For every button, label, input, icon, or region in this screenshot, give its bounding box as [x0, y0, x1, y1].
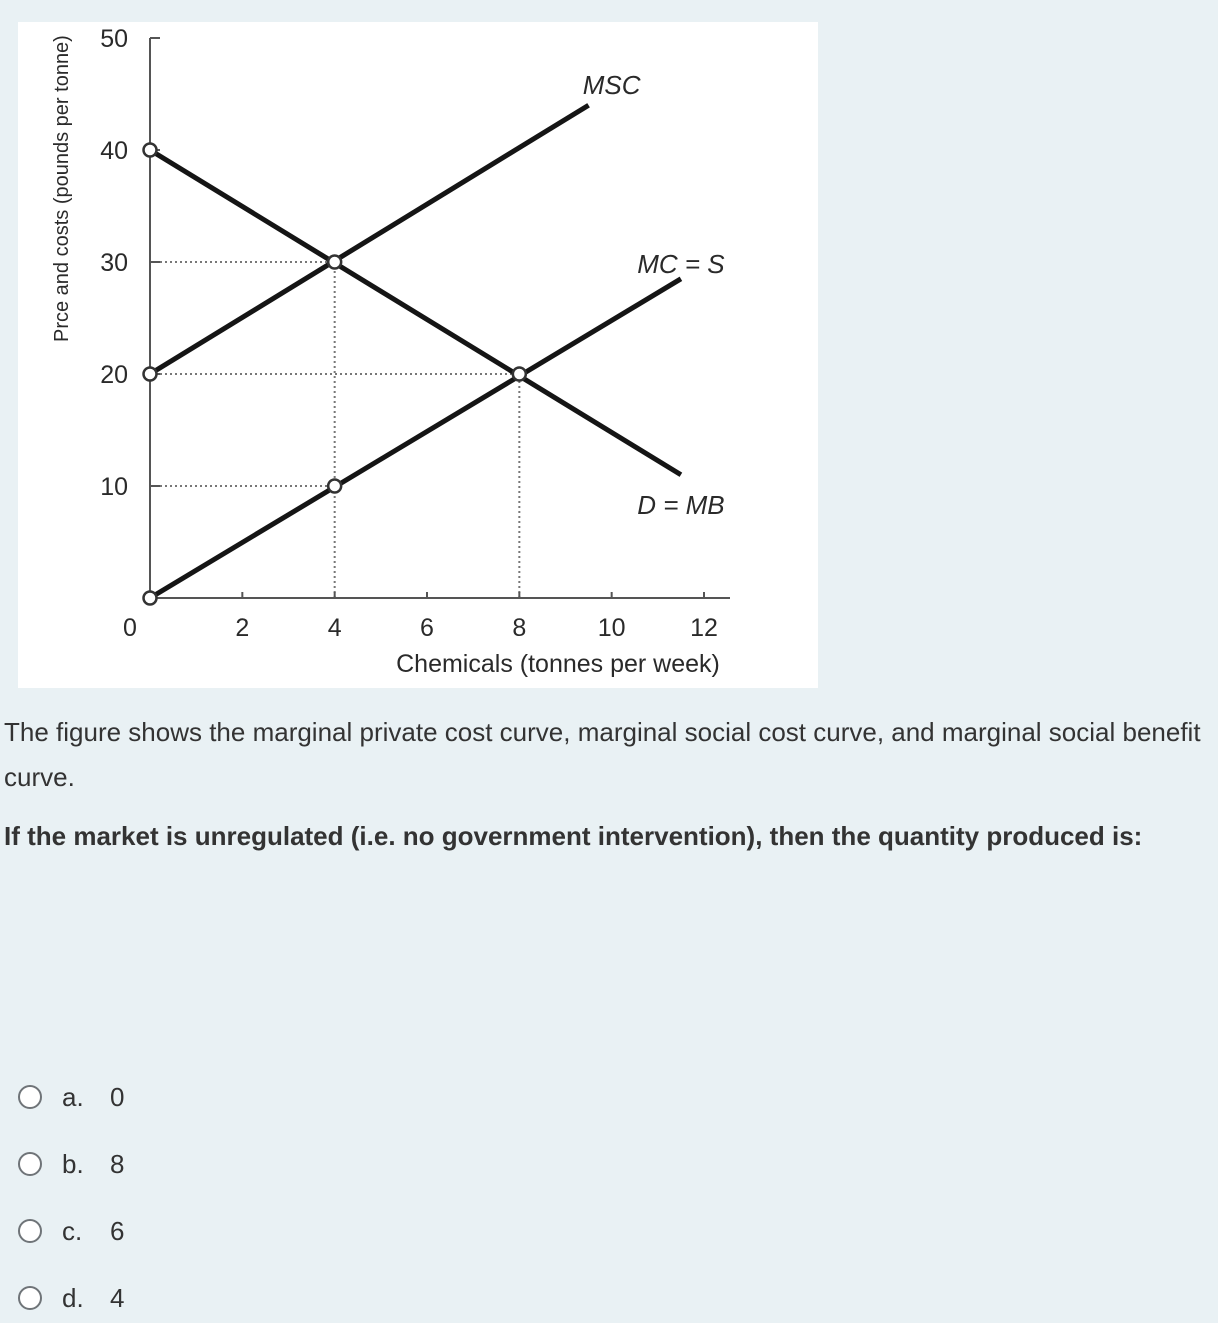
marked-point-2: [144, 592, 157, 605]
y-tick-label-0: 10: [100, 473, 128, 501]
y-tick-label-2: 30: [100, 249, 128, 277]
option-d-value: 4: [110, 1282, 125, 1313]
option-b-letter: b.: [62, 1148, 84, 1179]
option-b[interactable]: [18, 1139, 218, 1189]
y-tick-label-4: 50: [100, 25, 128, 53]
x-tick-label-2: 4: [327, 614, 342, 642]
radio-d-icon[interactable]: [18, 1286, 42, 1310]
x-tick-label-5: 10: [597, 614, 626, 642]
marked-point-3: [328, 256, 341, 269]
y-tick-label-3: 40: [100, 137, 128, 165]
y-axis-label: Prce and costs (pounds per tonne): [51, 35, 73, 342]
option-a-value: 0: [110, 1081, 125, 1112]
question-prompt: If the market is unregulated (i.e. no government intervention), then the quantity produced is:: [4, 821, 1143, 851]
option-c-value: 6: [110, 1215, 125, 1246]
option-a-letter: a.: [62, 1081, 84, 1112]
option-d[interactable]: [18, 1273, 218, 1323]
chart: [0, 0, 836, 710]
option-b-value: 8: [110, 1148, 125, 1179]
option-c-letter: c.: [62, 1215, 83, 1246]
option-d-letter: d.: [62, 1282, 84, 1313]
series-line-0: [150, 105, 589, 374]
x-axis-label: Chemicals (tonnes per week): [396, 650, 720, 678]
question-text: The figure shows the marginal private cost curve, marginal social cost curve, and marginal social benefit curve.: [4, 717, 1201, 792]
x-tick-label-4: 8: [512, 614, 527, 642]
marked-point-1: [144, 368, 157, 381]
y-tick-label-1: 20: [100, 361, 128, 389]
marked-point-5: [328, 480, 341, 493]
radio-a-icon[interactable]: [18, 1085, 42, 1109]
curve-label-1: MC = S: [637, 249, 725, 280]
marked-point-0: [144, 144, 157, 157]
curve-label-2: D = MB: [637, 490, 725, 520]
radio-c-icon[interactable]: [18, 1219, 42, 1243]
radio-b-icon[interactable]: [18, 1152, 42, 1176]
series-line-2: [150, 150, 681, 475]
option-a[interactable]: [18, 1072, 218, 1122]
economics-figure: [18, 22, 818, 688]
x-tick-label-6: 12: [690, 614, 718, 642]
x-tick-label-0: 0: [123, 614, 137, 642]
x-tick-label-1: 2: [235, 614, 250, 642]
curve-label-0: MSC: [582, 70, 641, 100]
marked-point-4: [513, 368, 526, 381]
option-c[interactable]: [18, 1206, 218, 1256]
x-tick-label-3: 6: [420, 614, 434, 642]
